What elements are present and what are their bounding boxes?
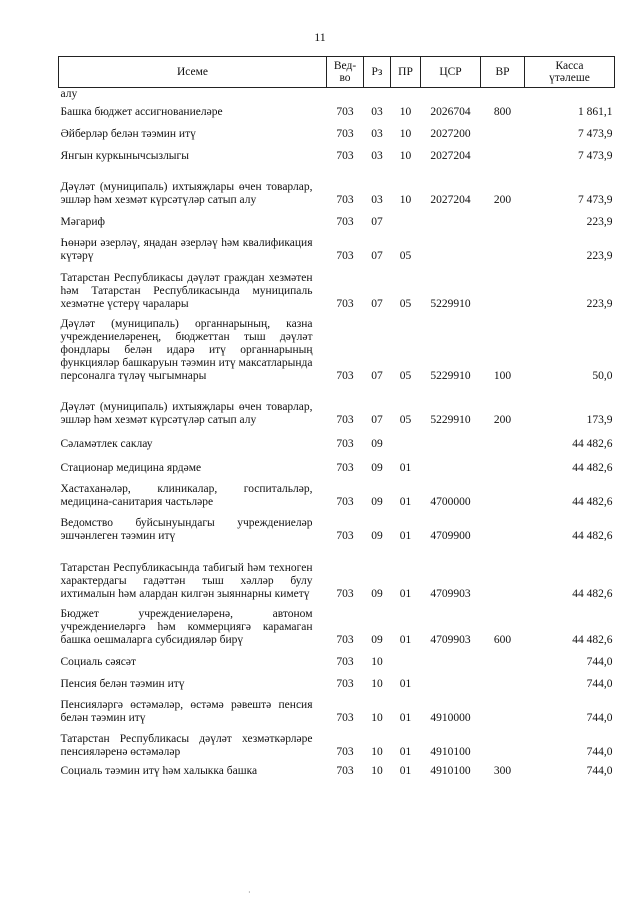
budget-table — [58, 56, 615, 789]
table-row — [59, 103, 615, 125]
table-row — [59, 125, 615, 147]
table-row — [59, 317, 615, 389]
table-row — [59, 481, 615, 515]
row-ved: 703 — [336, 496, 354, 508]
row-rz: 07 — [371, 216, 383, 228]
row-sum: 223,9 — [586, 298, 613, 310]
row-ved: 703 — [336, 298, 354, 310]
row-ved: 703 — [336, 414, 354, 426]
row-csr: 4709900 — [430, 530, 471, 542]
row-vr: 600 — [493, 634, 512, 646]
row-sum: 744,0 — [586, 765, 613, 777]
row-rz: 09 — [371, 530, 383, 542]
row-sum: 744,0 — [586, 746, 613, 758]
row-pr: 01 — [399, 712, 412, 724]
row-sum: 44 482,6 — [572, 634, 613, 646]
table-row — [59, 515, 615, 549]
row-pr: 10 — [399, 128, 412, 140]
row-rz: 07 — [371, 298, 383, 310]
row-csr: 2026704 — [430, 106, 471, 118]
column-header-csr: ЦСР — [421, 57, 481, 88]
row-name: Янгын куркынычсызлыгы — [60, 150, 189, 162]
row-pr — [391, 433, 421, 457]
row-vr — [481, 457, 525, 481]
column-header-ved — [327, 57, 364, 88]
row-sum: 7 473,9 — [578, 150, 613, 162]
row-vr — [481, 269, 525, 317]
row-name: Һөнәри әзерләү, яңадан әзерләү һәм квалификация күтәрү — [60, 237, 313, 262]
row-rz: 03 — [371, 194, 383, 206]
row-pr: 05 — [399, 298, 412, 310]
row-pr: 10 — [399, 194, 412, 206]
row-csr — [421, 213, 481, 235]
row-rz: 07 — [371, 250, 383, 262]
row-name: Пенсия белән тәэмин итү — [60, 678, 185, 690]
row-pr — [391, 213, 421, 235]
row-name: Социаль тәэмин итү һәм халыкка башка — [60, 765, 258, 777]
row-sum: 7 473,9 — [578, 194, 613, 206]
row-pr: 10 — [399, 150, 412, 162]
row-sum: 50,0 — [592, 370, 613, 382]
row-csr: 2027204 — [430, 194, 471, 206]
row-pr: 01 — [399, 765, 412, 777]
row-ved: 703 — [336, 530, 354, 542]
row-sum: 744,0 — [586, 678, 613, 690]
row-sum: 1 861,1 — [578, 106, 613, 118]
row-rz: 10 — [371, 712, 383, 724]
row-pr: 05 — [399, 370, 412, 382]
row-name: Ведомство буйсынуындагы учреждениеләр эшчәнлеген тәэмин итү — [60, 517, 313, 542]
row-rz: 09 — [371, 438, 383, 450]
row-rz: 10 — [371, 765, 383, 777]
row-name: Татарстан Республикасы дәүләт граждан хезмәтен һәм Татарстан Республикасында муниципаль хезмәтне үстерү чаралары — [60, 272, 313, 310]
row-csr — [421, 433, 481, 457]
table-row — [59, 269, 615, 317]
row-pr: 01 — [399, 634, 412, 646]
row-name: Татарстан Республикасында табигый һәм техноген характердагы гадәттән тыш хәлләр булу ихтималын һәм алардан килгән зыяннарны киметү — [60, 562, 313, 600]
row-sum: 44 482,6 — [572, 462, 613, 474]
table-header — [59, 57, 615, 88]
column-header-rz: Рз — [364, 57, 391, 88]
row-sum: 173,9 — [586, 414, 613, 426]
row-csr: 2027204 — [430, 150, 471, 162]
row-ved: 703 — [336, 765, 354, 777]
row-vr — [481, 731, 525, 765]
row-name: Стационар медицина ярдәме — [60, 462, 202, 474]
row-vr — [481, 549, 525, 607]
column-header-ved-line2: во — [339, 72, 351, 84]
row-pr: 01 — [399, 678, 412, 690]
row-ved: 703 — [336, 370, 354, 382]
row-ved: 703 — [336, 712, 354, 724]
row-csr: 5229910 — [430, 298, 471, 310]
row-vr: 300 — [493, 765, 512, 777]
row-pr: 01 — [399, 588, 412, 600]
table-row — [59, 653, 615, 675]
row-vr — [481, 213, 525, 235]
row-rz: 07 — [371, 414, 383, 426]
row-rz: 10 — [371, 746, 383, 758]
row-name: Пенсияләргә өстәмәләр, өстәмә рәвештә пенсия белән тәэмин итү — [60, 699, 313, 724]
row-vr — [481, 697, 525, 731]
table-row — [59, 549, 615, 607]
page-number: 11 — [314, 30, 326, 44]
row-rz: 09 — [371, 496, 383, 508]
row-csr: 4910100 — [430, 765, 471, 777]
row-rz: 03 — [371, 150, 383, 162]
column-header-kassa-line1: Касса — [555, 60, 584, 72]
row-vr — [481, 515, 525, 549]
row-ved: 703 — [336, 462, 354, 474]
row-rz: 03 — [371, 128, 383, 140]
row-sum: 223,9 — [586, 250, 613, 262]
row-ved: 703 — [336, 128, 354, 140]
row-ved: 703 — [336, 216, 354, 228]
row-vr — [481, 125, 525, 147]
row-sum: 44 482,6 — [572, 588, 613, 600]
table-row — [59, 607, 615, 653]
row-vr — [481, 675, 525, 697]
table-row — [59, 169, 615, 213]
row-csr: 4910000 — [430, 712, 471, 724]
row-rz: 09 — [371, 588, 383, 600]
row-csr: 2027200 — [430, 128, 471, 140]
table-row — [59, 433, 615, 457]
table-row — [59, 147, 615, 169]
row-sum: 44 482,6 — [572, 496, 613, 508]
row-sum: 223,9 — [586, 216, 613, 228]
row-csr: 4709903 — [430, 588, 471, 600]
column-header-name: Исеме — [59, 57, 327, 88]
row-name: Әйберләр белән тәэмин итү — [60, 128, 196, 140]
row-csr: 5229910 — [430, 414, 471, 426]
row-vr — [481, 481, 525, 515]
row-ved: 703 — [336, 656, 354, 668]
row-rz: 10 — [371, 678, 383, 690]
row-ved: 703 — [336, 634, 354, 646]
row-sum: 744,0 — [586, 712, 613, 724]
table-row — [59, 697, 615, 731]
row-csr — [421, 235, 481, 269]
row-vr — [481, 653, 525, 675]
table-row — [59, 765, 615, 789]
row-ved: 703 — [336, 746, 354, 758]
row-name: Бюджет учреждениеләренә, автоном учреждениеләргә һәм коммерциягә карамаган башка оешмаларга субсидияләр бирү — [60, 608, 313, 646]
row-vr: 200 — [493, 194, 512, 206]
column-header-kassa — [525, 57, 615, 88]
row-pr: 01 — [399, 496, 412, 508]
row-vr — [481, 235, 525, 269]
row-sum: 744,0 — [586, 656, 613, 668]
column-header-pr: ПР — [391, 57, 421, 88]
row-pr: 05 — [399, 414, 412, 426]
row-ved: 703 — [336, 250, 354, 262]
row-ved: 703 — [336, 106, 354, 118]
row-name: Татарстан Республикасы дәүләт хезмәткәрләре пенсияләренә өстәмәләр — [60, 733, 313, 758]
row-sum: 44 482,6 — [572, 530, 613, 542]
table-row — [59, 457, 615, 481]
row-vr: 800 — [493, 106, 512, 118]
row-vr — [481, 147, 525, 169]
row-csr: 4910100 — [430, 746, 471, 758]
table-row — [59, 675, 615, 697]
row-ved: 703 — [336, 438, 354, 450]
row-rz: 09 — [371, 462, 383, 474]
row-name: Хастаханәләр, клиникалар, госпитальләр, медицина-санитария частьләре — [60, 483, 313, 508]
row-name: Башка бюджет ассигнованиеләре — [60, 106, 223, 118]
row-pr — [391, 653, 421, 675]
row-csr: 4709903 — [430, 634, 471, 646]
table-row — [59, 213, 615, 235]
row-name: Мәгариф — [60, 216, 106, 228]
table-body — [59, 88, 615, 790]
row-vr: 100 — [493, 370, 512, 382]
row-sum: 7 473,9 — [578, 128, 613, 140]
table-row — [59, 731, 615, 765]
row-rz: 07 — [371, 370, 383, 382]
row-pr: 01 — [399, 746, 412, 758]
row-pr: 01 — [399, 462, 412, 474]
row-ved: 703 — [336, 678, 354, 690]
row-name: Дәүләт (муниципаль) ихтыяҗлары өчен товарлар, эшләр һәм хезмәт күрсәтүләр сатып алу — [60, 401, 313, 426]
row-ved: 703 — [336, 150, 354, 162]
table-row — [59, 235, 615, 269]
row-csr: 4700000 — [430, 496, 471, 508]
row-rz: 03 — [371, 106, 383, 118]
page-mark: · — [248, 888, 251, 897]
row-csr — [421, 675, 481, 697]
row-name: Социаль сәясәт — [60, 656, 137, 668]
continuation-text: алу — [60, 88, 78, 100]
row-name: Дәүләт (муниципаль) ихтыяҗлары өчен товарлар, эшләр һәм хезмәт күрсәтүләр сатып алу — [60, 181, 313, 206]
row-pr: 10 — [399, 106, 412, 118]
row-pr: 05 — [399, 250, 412, 262]
column-header-ved-line1: Вед- — [333, 60, 357, 72]
row-pr: 01 — [399, 530, 412, 542]
column-header-vr: ВР — [481, 57, 525, 88]
row-csr — [421, 653, 481, 675]
row-ved: 703 — [336, 588, 354, 600]
row-rz: 10 — [371, 656, 383, 668]
row-csr: 5229910 — [430, 370, 471, 382]
column-header-kassa-line2: үтәлеше — [549, 72, 590, 84]
continuation-row — [59, 88, 615, 104]
row-ved: 703 — [336, 194, 354, 206]
row-csr — [421, 457, 481, 481]
row-vr — [481, 433, 525, 457]
row-name: Сәламәтлек саклау — [60, 438, 153, 450]
row-sum: 44 482,6 — [572, 438, 613, 450]
row-name: Дәүләт (муниципаль) органнарының, казна учреждениеләренең, бюджеттан тыш дәүләт фондлары белән идарә итү органнарының функцияләр башкаруын тәэмин итү максатларында персоналга түләү чыгымнары — [60, 318, 313, 382]
table-row — [59, 389, 615, 433]
row-rz: 09 — [371, 634, 383, 646]
row-vr: 200 — [493, 414, 512, 426]
